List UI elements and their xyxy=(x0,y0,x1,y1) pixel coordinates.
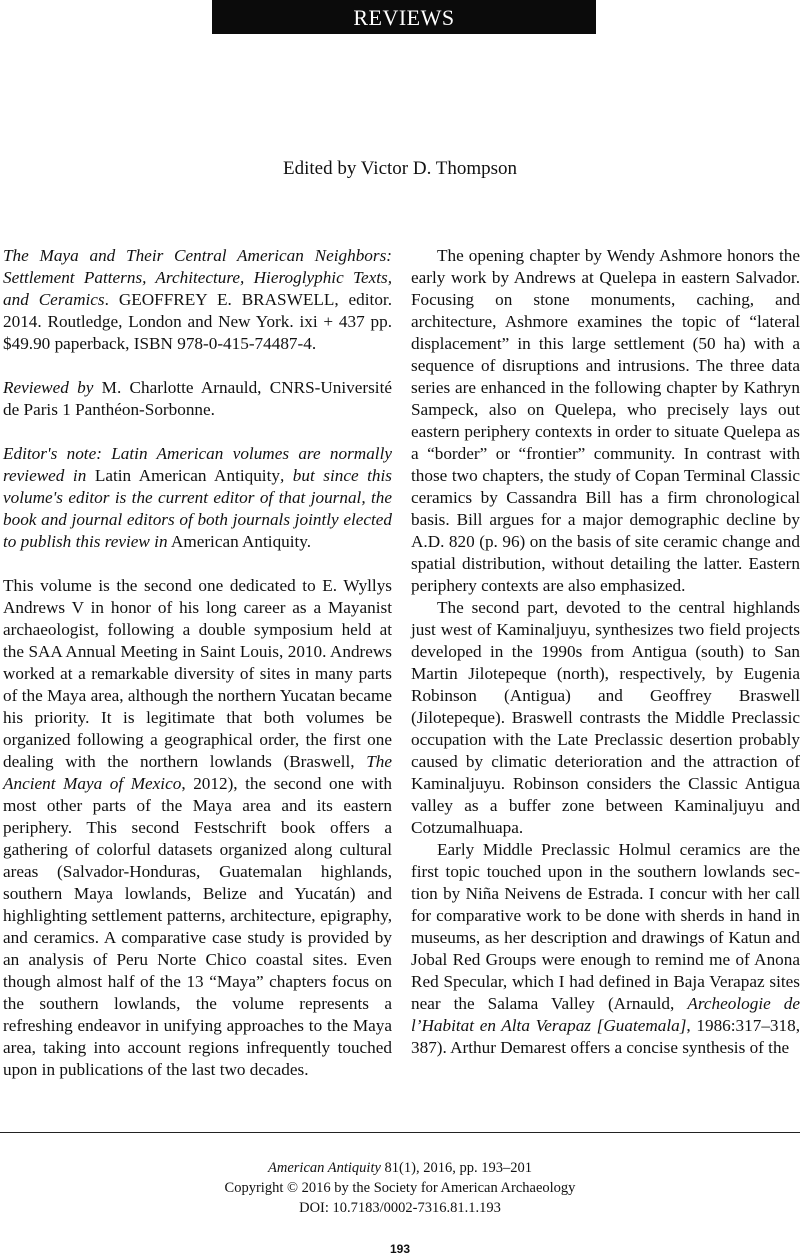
paragraph-text: , 1986:317–318, 387). Arthur Demarest offers a concise synthesis of the xyxy=(411,1016,800,1057)
review-paragraph xyxy=(411,839,800,1059)
journal-citation xyxy=(0,1158,800,1178)
section-label: REVIEWS xyxy=(353,5,455,30)
reviewer-name: M. Charlotte Arnauld, CNRS-Université de Paris 1 Panthéon-Sorbonne. xyxy=(3,378,392,419)
editors-note-journal-2: American Antiquity. xyxy=(167,532,312,551)
reviewer-line xyxy=(3,377,392,421)
cited-book-title: The Ancient Maya of Mexico xyxy=(3,752,392,793)
cited-book-title: Archeologie de l’Habitat en Alta Verapaz [Guatemala] xyxy=(411,994,800,1035)
paragraph-text: , 2012), the second one with most other parts of the Maya area and its eastern periphery. This second Festschrift book offers a gathering of colorful datasets organized along cultural areas (Salvador-Honduras, Guatemalan highlands, southern Maya lowlands, Belize and Yucatán) and highlighting settlement patterns, architecture, epigraphy, and ceramics. A comparative case study is provided by an analysis of Peru Norte Chico coastal sites. Even though almost half of the 13 “Maya” chapters focus on the southern lowlands, the volume represents a refreshing endeavor in unifying approaches to the Maya area, taking into account regions infrequently touched upon in publications of the last two decades. xyxy=(3,774,392,1079)
footer-divider xyxy=(0,1132,800,1133)
editors-note-journal-1: Latin American Antiquity xyxy=(86,466,280,485)
reviewed-by-label: Reviewed by xyxy=(3,378,94,397)
book-title: The Maya and Their Central American Neighbors: Settlement Patterns, Architecture, Hieroglyphic Texts, and Ceramics xyxy=(3,246,392,309)
review-paragraph: The second part, devoted to the central highlands just west of Kaminaljuyu, synthesizes two field projects developed in the 1990s from Antigua (south) to San Martin Jilotepeque (north), respectively, by Eugenia Robinson (Antigua) and Geoffrey Braswell (Jilotepeque). Braswell contrasts the Middle Preclassic occupation with the Late Preclassic desertion probably caused by climatic deterioration and the attraction of Kaminaljuyu. Robinson considers the Classic Antigua valley as a buffer zone between Kaminaljuyu and Cotzumalhuapa. xyxy=(411,598,800,837)
journal-issue: 81(1), 2016, pp. 193–201 xyxy=(380,1160,532,1176)
right-column xyxy=(411,245,800,1059)
book-details: . GEOFFREY E. BRASWELL, editor. 2014. Routledge, London and New York. ixi + 437 pp. $49.90 paperback, ISBN 978-0-415-74487-4. xyxy=(3,290,392,353)
editors-note-text-1: Editor's note: Latin American volumes are normally reviewed in xyxy=(3,444,392,485)
section-header-band xyxy=(212,0,596,34)
journal-footer xyxy=(0,1158,800,1218)
paragraph-text: Early Middle Preclassic Holmul ceramics are the first topic touched upon in the southern lowlands section by Niña Neivens de Estrada. I concur with her call for comparative work to be done with sherds in hand in museums, as her description and drawings of Katun and Jobal Red Groups were enough to remind me of Anona Red Specular, which I had defined in Baja Verapaz sites near the Salama Valley (Arnauld, xyxy=(411,840,800,1013)
review-paragraph: The opening chapter by Wendy Ashmore honors the early work by Andrews at Quelepa in eastern Salvador. Focusing on stone monuments, caching, and architecture, Ashmore examines the topic of “lateral displacement” in this large settlement (50 ha) with a sequence of disruptions and intrusions. The three data series are enhanced in the following chapter by Kathryn Sampeck, also on Quelepa, who precisely lays out eastern periphery contexts in order to situate Quelepa as a “border” or “frontier” community. In contrast with those two chapters, the study of Copan Terminal Classic ceramics by Cassandra Bill has a firm chronological basis. Bill argues for a major demographic decline by A.D. 820 (p. 96) on the basis of site ceramic change and spatial distribution, without detailing the latter. Eastern periphery contexts are also emphasized. xyxy=(411,246,800,595)
editors-note-text-2: , but since this volume's editor is the current editor of that journal, the book and journal editors of both journals jointly elected to publish this review in xyxy=(3,466,392,551)
section-editor: Edited by Victor D. Thompson xyxy=(282,158,518,179)
editors-note xyxy=(3,443,392,553)
journal-name: American Antiquity xyxy=(268,1160,381,1176)
copyright-line: Copyright © 2016 by the Society for American Archaeology xyxy=(224,1180,576,1196)
left-column xyxy=(3,245,392,1081)
book-citation xyxy=(3,245,392,355)
review-paragraph xyxy=(3,575,392,1081)
page-number: 193 xyxy=(389,1242,411,1256)
paragraph-text: This volume is the second one dedicated to E. Wyllys Andrews V in honor of his long career as a Mayanist archaeologist, following a double symposium held at the SAA Annual Meeting in Saint Louis, 2010. Andrews worked at a remarkable diversity of sites in many parts of the Maya area, although the northern Yucatan became his priority. It is legitimate that both volumes be organized following a geographical order, the first one dealing with the northern lowlands (Braswell, xyxy=(3,576,392,771)
doi-line: DOI: 10.7183/0002-7316.81.1.193 xyxy=(299,1200,501,1216)
